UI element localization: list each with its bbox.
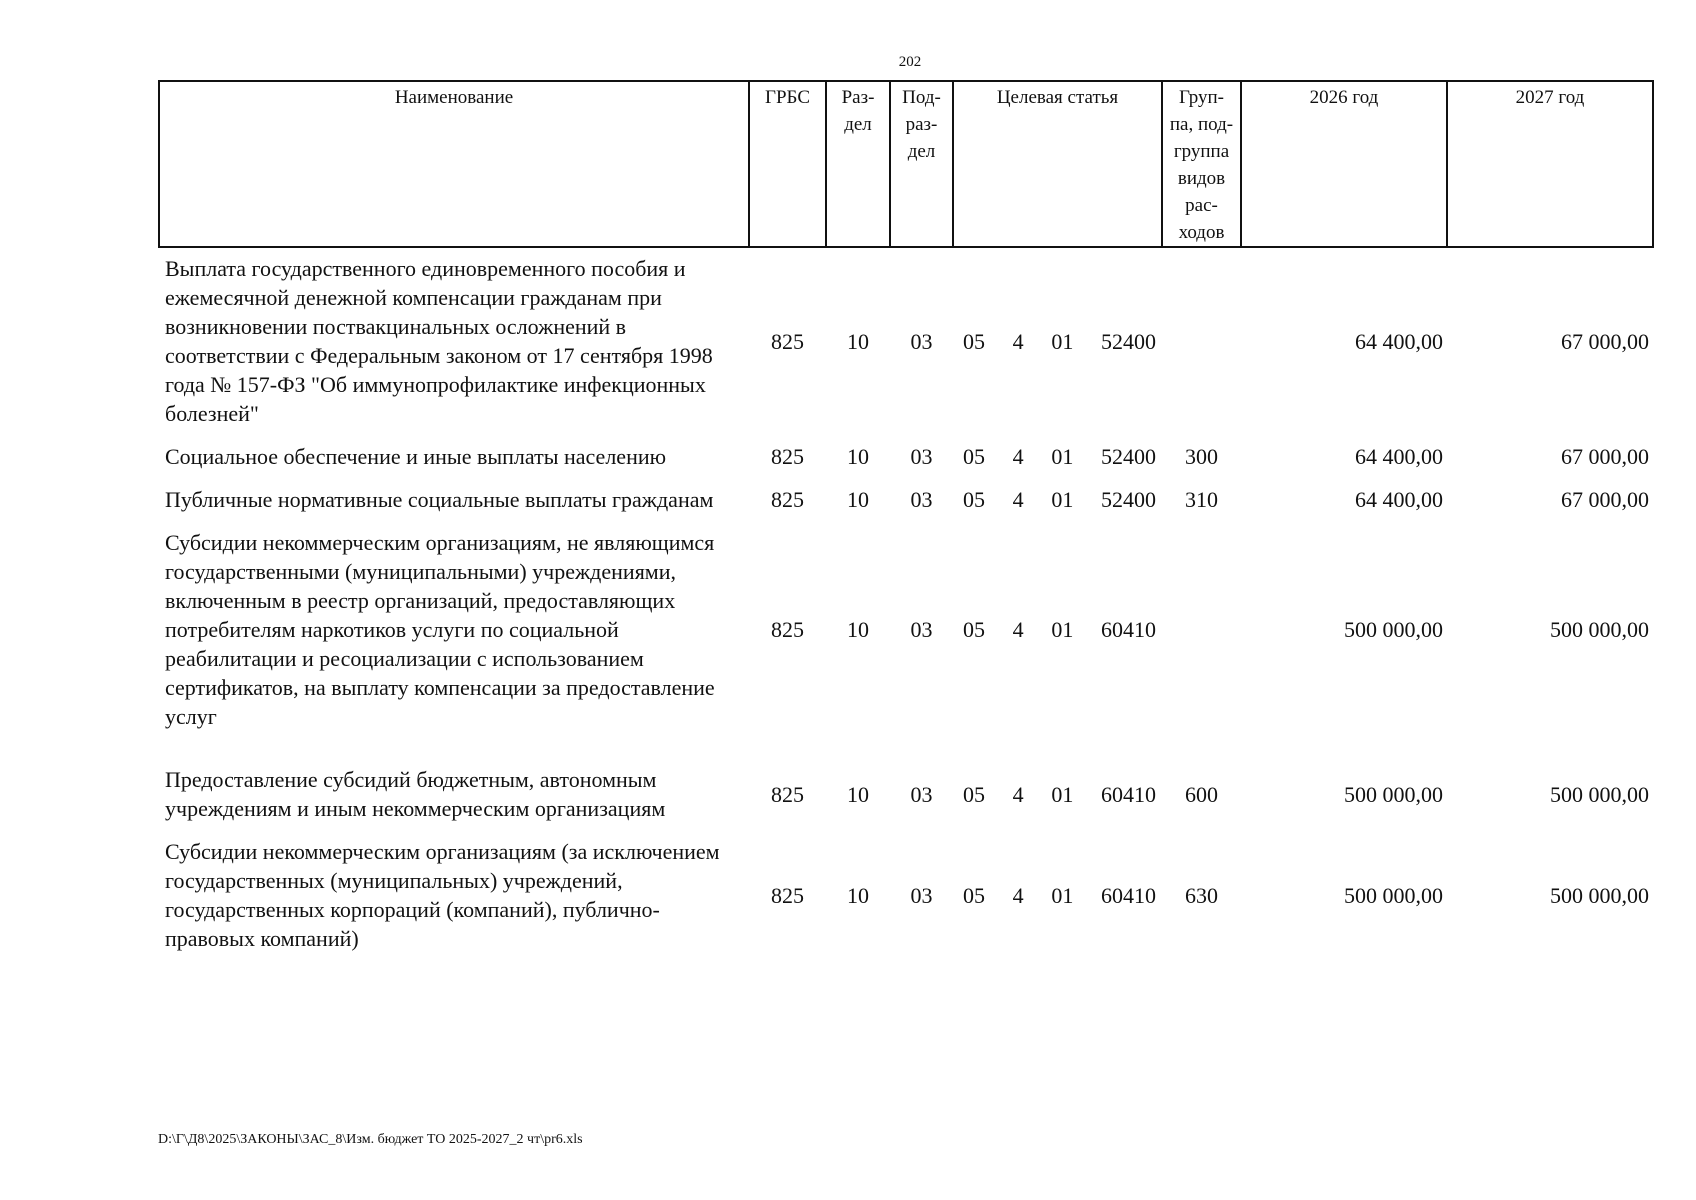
target-part: 4 [1012, 487, 1024, 512]
target-part: 01 [1051, 328, 1074, 354]
target-part: 05 [963, 444, 985, 469]
target-part: 52400 [1100, 487, 1156, 512]
budget-table [158, 80, 1654, 953]
table-row [159, 528, 1653, 731]
row-2026: 64 400,00 [1355, 328, 1443, 354]
row-name: Социальное обеспечение и иные выплаты населению [165, 444, 667, 469]
row-podrazdel: 03 [910, 781, 933, 807]
row-2027: 67 000,00 [1561, 444, 1649, 469]
row-2026: 500 000,00 [1344, 882, 1443, 908]
target-part: 01 [1051, 882, 1074, 908]
target-part: 60410 [1100, 882, 1156, 908]
row-2027: 500 000,00 [1550, 617, 1649, 642]
row-name: Субсидии некоммерческим организациям (за исключением государственных (муниципальных) учреждений, государственных корпораций (компаний), публично-правовых компаний) [165, 839, 720, 951]
target-part: 52400 [1100, 328, 1156, 354]
row-grbs: 825 [771, 444, 804, 469]
target-part: 01 [1051, 617, 1074, 642]
target-part: 52400 [1100, 444, 1156, 469]
target-part: 4 [1012, 882, 1024, 908]
row-podrazdel: 03 [910, 617, 933, 642]
row-razdel: 10 [847, 328, 869, 354]
table-row [159, 837, 1653, 953]
row-name: Публичные нормативные социальные выплаты гражданам [165, 487, 714, 512]
row-grbs: 825 [771, 617, 804, 642]
row-group [1162, 254, 1241, 428]
row-razdel: 10 [847, 444, 869, 469]
row-target [953, 528, 1162, 731]
row-razdel: 10 [847, 487, 869, 512]
target-part: 4 [1012, 444, 1024, 469]
header-2026: 2026 год [1241, 81, 1447, 247]
row-podrazdel: 03 [910, 328, 933, 354]
row-target [953, 837, 1162, 953]
row-razdel: 10 [847, 617, 869, 642]
header-2027: 2027 год [1447, 81, 1653, 247]
row-podrazdel: 03 [910, 444, 933, 469]
row-group: 300 [1185, 444, 1218, 469]
target-part: 60410 [1100, 781, 1156, 807]
table-header-row [159, 81, 1653, 247]
row-grbs: 825 [771, 781, 804, 807]
row-name: Выплата государственного единовременного пособия и ежемесячной денежной компенсации гражданам при возникновении поствакцинальных осложнений в соответствии с Федеральным законом от 17 сентября 1998 года № 157-ФЗ "Об иммунопрофилактике инфекционных болезней" [165, 256, 713, 426]
row-target [953, 485, 1162, 514]
target-part: 01 [1051, 444, 1074, 469]
row-razdel: 10 [847, 781, 869, 807]
row-grbs: 825 [771, 328, 804, 354]
target-part: 4 [1012, 328, 1024, 354]
row-2027: 67 000,00 [1561, 487, 1649, 512]
header-razdel: Раз- дел [826, 81, 890, 247]
header-grbs: ГРБС [749, 81, 826, 247]
row-podrazdel: 03 [910, 487, 933, 512]
table-row [159, 254, 1653, 428]
table-row [159, 442, 1653, 471]
row-podrazdel: 03 [910, 882, 933, 908]
row-group: 600 [1185, 781, 1218, 807]
row-target [953, 765, 1162, 823]
target-part: 4 [1012, 617, 1024, 642]
row-group: 310 [1185, 487, 1218, 512]
row-2027: 67 000,00 [1561, 328, 1649, 354]
row-group: 630 [1185, 882, 1218, 908]
row-grbs: 825 [771, 487, 804, 512]
row-2027: 500 000,00 [1550, 781, 1649, 807]
target-part: 01 [1051, 487, 1074, 512]
page-number: 202 [898, 54, 922, 70]
row-group [1162, 528, 1241, 731]
target-part: 4 [1012, 781, 1024, 807]
row-2027: 500 000,00 [1550, 882, 1649, 908]
header-name: Наименование [159, 81, 749, 247]
target-part: 01 [1051, 781, 1074, 807]
header-target: Целевая статья [953, 81, 1162, 247]
row-name: Субсидии некоммерческим организациям, не являющимся государственными (муниципальными) учреждениями, включенным в реестр организаций, предоставляющих потребителям наркотиков услуги по социальной реабилитации и ресоциализации с использованием сертификатов, на выплату компенсации за предоставление услуг [165, 530, 715, 729]
footer-file-path: D:\Г\Д8\2025\ЗАКОНЫ\ЗАС_8\Изм. бюджет ТО 2025-2027_2 чт\pr6.xls [158, 1132, 583, 1147]
row-name: Предоставление субсидий бюджетным, автономным учреждениям и иным некоммерческим организациям [165, 767, 666, 821]
row-2026: 64 400,00 [1355, 444, 1443, 469]
row-grbs: 825 [771, 882, 804, 908]
target-part: 05 [963, 781, 985, 807]
table-row [159, 765, 1653, 823]
row-2026: 64 400,00 [1355, 487, 1443, 512]
row-2026: 500 000,00 [1344, 617, 1443, 642]
header-podrazdel: Под- раз- дел [890, 81, 953, 247]
target-part: 60410 [1100, 617, 1156, 642]
row-target [953, 254, 1162, 428]
target-part: 05 [963, 328, 985, 354]
row-target [953, 442, 1162, 471]
row-2026: 500 000,00 [1344, 781, 1443, 807]
table-row [159, 485, 1653, 514]
row-razdel: 10 [847, 882, 869, 908]
target-part: 05 [963, 617, 985, 642]
target-part: 05 [963, 487, 985, 512]
header-group: Груп- па, под- группа видов рас- ходов [1162, 81, 1241, 247]
target-part: 05 [963, 882, 985, 908]
